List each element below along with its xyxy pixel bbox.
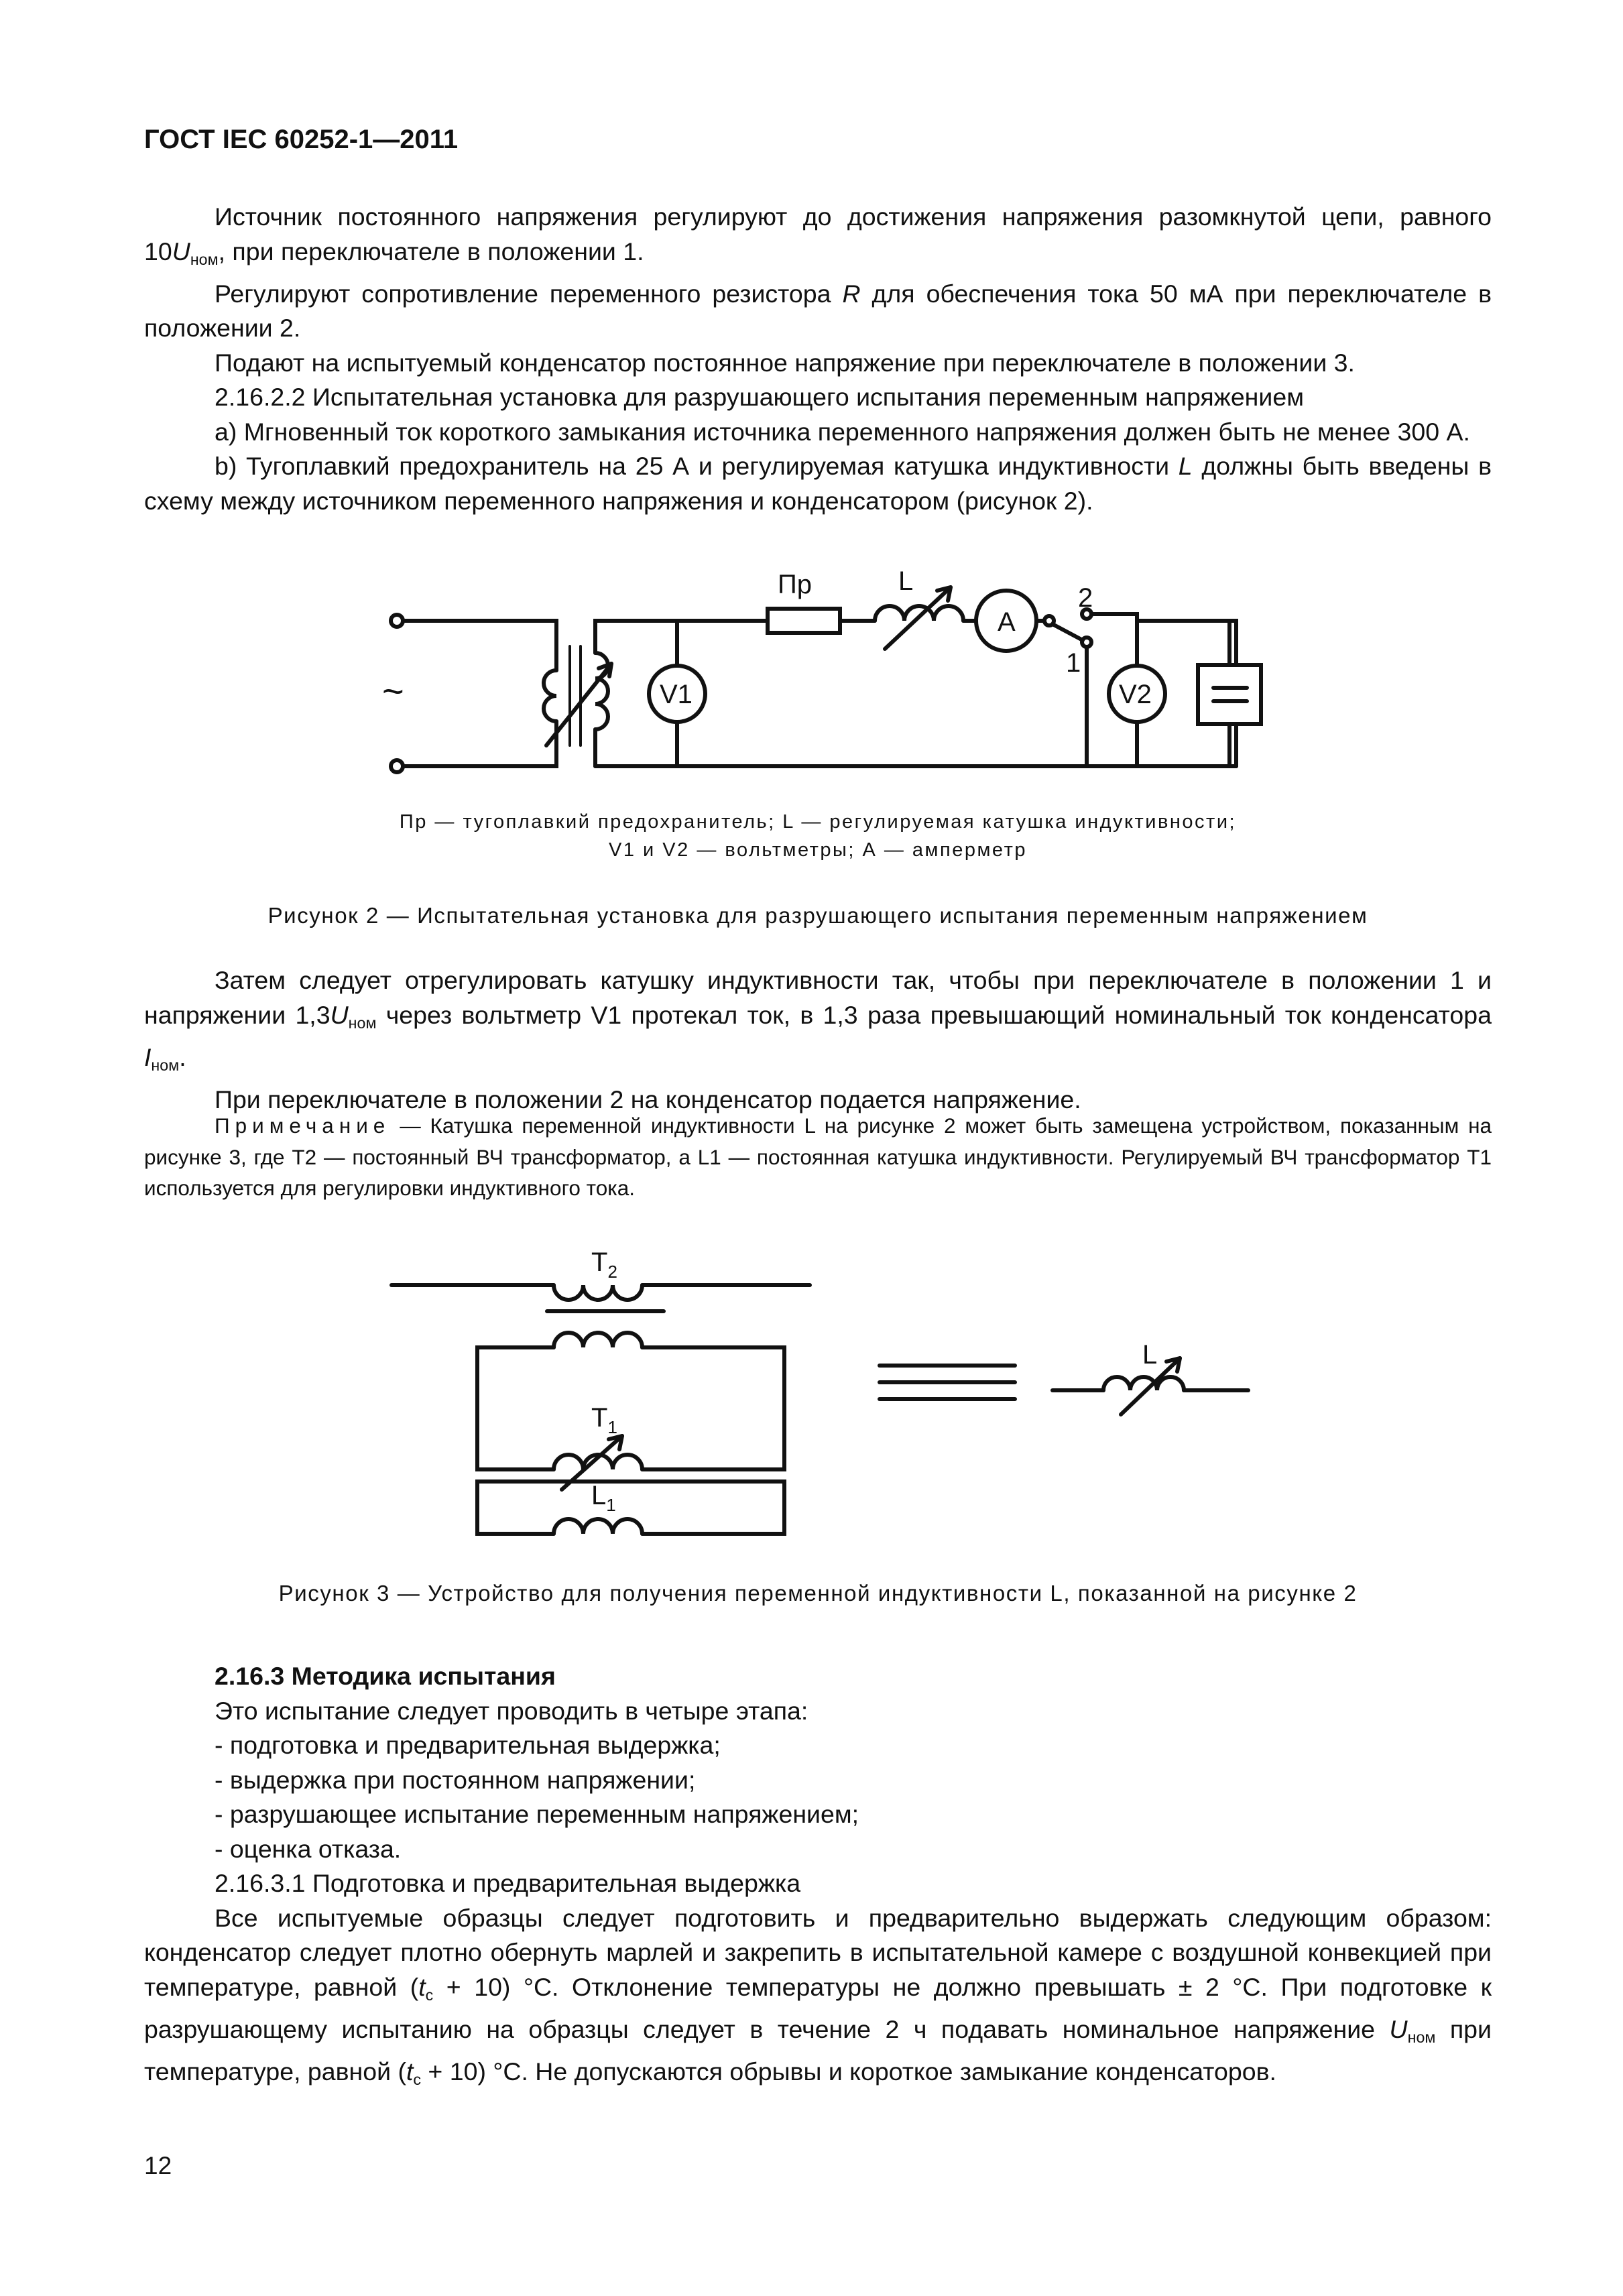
paragraph: Подают на испытуемый конденсатор постоянное напряжение при переключателе в положении 3.: [215, 348, 1355, 377]
note-text: — Катушка переменной индуктивности L на рисунке 2 может быть замещена устройством, показанным на рисунке 3, где T2 — постоянный ВЧ трансформатор, а L1 — постоянная катушка индуктивности. Регулируемый ВЧ трансформатор T1 используется для регулировки индуктивного тока.: [144, 1113, 1492, 1200]
section-2-16-3: [144, 1659, 1492, 2098]
legend-line: Пр — тугоплавкий предохранитель; L — регулируемая катушка индуктивности;: [399, 811, 1237, 833]
figure-2-legend: [144, 808, 1492, 864]
paragraph: а) Мгновенный ток короткого замыкания источника переменного напряжения должен быть не менее 300 А.: [215, 417, 1470, 446]
note-block: [144, 1110, 1492, 1204]
subsection-heading: 2.16.3.1 Подготовка и предварительная выдержка: [215, 1869, 801, 1897]
switch-pos-1-label: 1: [1066, 648, 1081, 678]
fuse-label: Пр: [778, 570, 812, 599]
l-label: L: [1142, 1340, 1158, 1370]
note-label: Примечание: [215, 1113, 391, 1138]
l1-coil: [554, 1519, 642, 1534]
figure-2-caption: Рисунок 2 — Испытательная установка для разрушающего испытания переменным напряжением: [267, 903, 1368, 928]
list-item: - подготовка и предварительная выдержка;: [215, 1731, 721, 1759]
list-item: - разрушающее испытание переменным напряжением;: [215, 1800, 859, 1828]
list-item: - выдержка при постоянном напряжении;: [215, 1765, 696, 1794]
t2-primary-coil: [554, 1285, 642, 1300]
section-heading: 2.16.3 Методика испытания: [215, 1662, 556, 1690]
paragraph: Источник постоянного напряжения регулируют до достижения напряжения разомкнутой цепи, равного $10U_{ном}$, при переключателе в положении 1.: [144, 202, 1492, 268]
document-header: ГОСТ IEC 60252-1—2011: [144, 125, 459, 154]
paragraph: При переключателе в положении 2 на конденсатор подается напряжение.: [215, 1085, 1081, 1114]
figure-2-circuit: [0, 0, 1623, 939]
paragraph: Все испытуемые образцы следует подготовить и предварительно выдержать следующим образом: конденсатор следует плотно обернуть марлей и закрепить в испытательной камере с воздушной конвекцией при температуре, равной $(t_c + 10)$ °С. Отклонение температуры не должно превышать ± 2 °С. При подготовке к разрушающему испытанию на образцы следует в течение 2 ч подавать номинальное напряжение $U_{ном}$ при температуре, равной $(t_c + 10)$ °С. Не допускаются обрывы и короткое замыкание конденсаторов.: [144, 1903, 1492, 2089]
paragraph: b) Тугоплавкий предохранитель на 25 А и регулируемая катушка индуктивности L должны быть введены в схему между источником переменного напряжения и конденсатором (рисунок 2).: [144, 452, 1492, 515]
paragraph: 2.16.2.2 Испытательная установка для разрушающего испытания переменным напряжением: [215, 383, 1304, 412]
page-number: 12: [144, 2152, 172, 2179]
ammeter-label: A: [998, 607, 1016, 637]
variable-inductor-coil: [1103, 1377, 1184, 1390]
t1-label: $T_1$: [591, 1403, 617, 1437]
figure-3-caption: Рисунок 3 — Устройство для получения переменной индуктивности L, показанной на рисунке 2: [278, 1581, 1358, 1606]
fuse-symbol: [768, 609, 840, 633]
t2-secondary-coil: [554, 1333, 642, 1347]
paragraph: Это испытание следует проводить в четыре этапа:: [215, 1696, 808, 1725]
l1-label: $L_1$: [591, 1481, 616, 1515]
voltmeter-2-label: V2: [1119, 680, 1152, 709]
legend-line: V1 и V2 — вольтметры; А — амперметр: [609, 839, 1027, 861]
figure-3-diagram: [0, 1207, 1623, 1582]
text-block-2: [144, 963, 1492, 1117]
inductor-label: L: [898, 566, 914, 596]
voltmeter-1-label: V1: [660, 680, 693, 709]
switch-pos-2-label: 2: [1078, 583, 1093, 613]
transformer-primary: [544, 670, 556, 721]
paragraph: Регулируют сопротивление переменного резистора R для обеспечения тока 50 мА при переключателе в положении 2.: [144, 279, 1492, 343]
capacitor-box: [1198, 665, 1261, 724]
switch-blade: [1053, 624, 1083, 640]
t2-label: $T_2$: [591, 1248, 617, 1282]
paragraph: Затем следует отрегулировать катушку индуктивности так, чтобы при переключателе в положении 1 и напряжении $1,3U_{ном}$ через вольтметр V1 протекал ток, в 1,3 раза превышающий номинальный ток конденсатора $I_{ном}$.: [144, 966, 1492, 1074]
ac-source-label: ~: [382, 670, 404, 712]
list-item: - оценка отказа.: [215, 1834, 402, 1863]
